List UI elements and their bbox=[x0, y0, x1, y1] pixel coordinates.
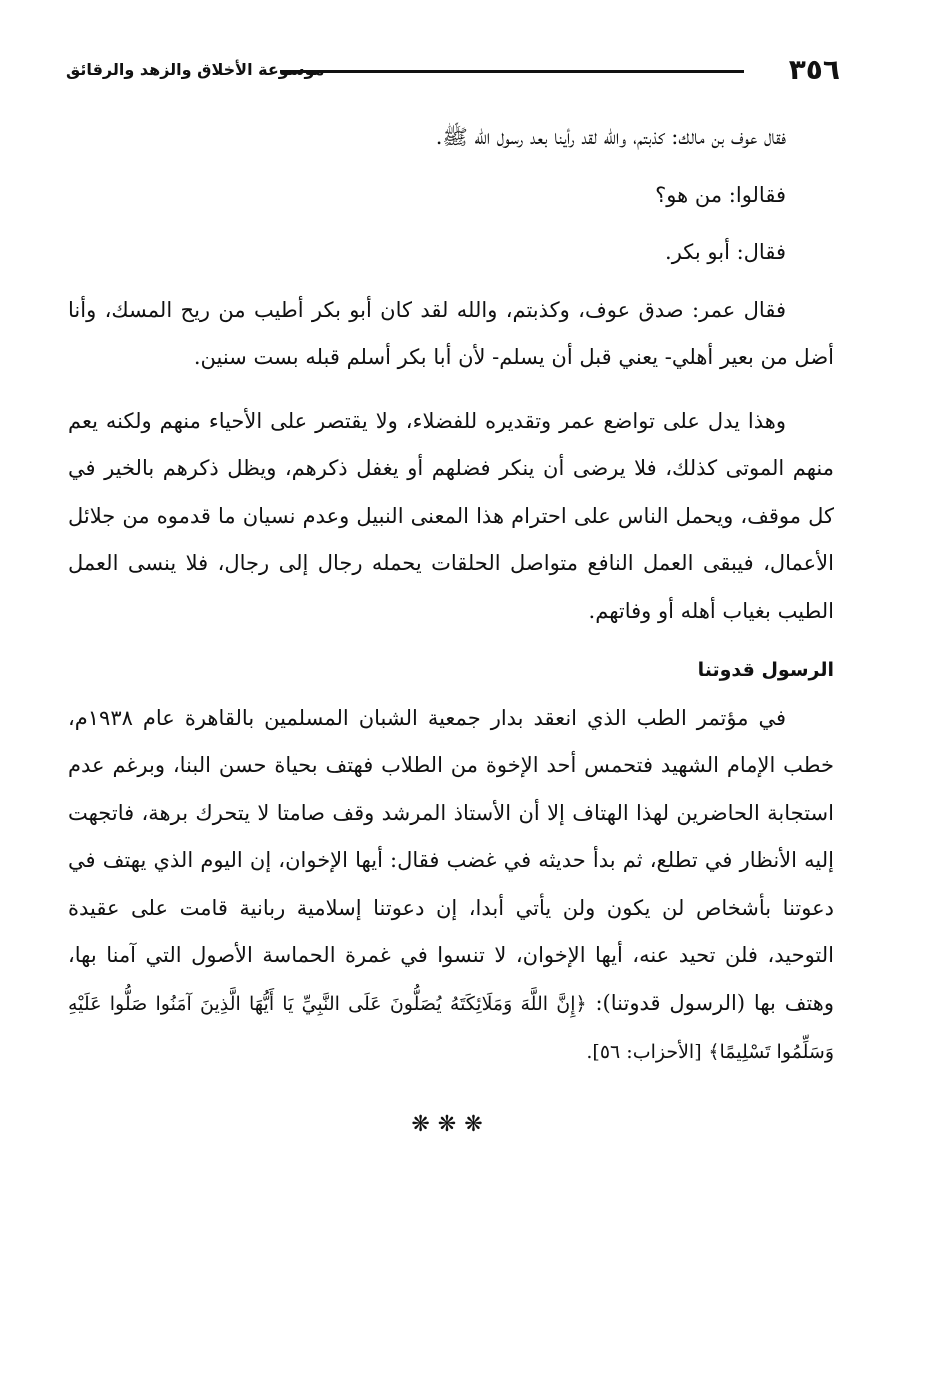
header-rule bbox=[280, 70, 744, 73]
section-heading: الرسول قدوتنا bbox=[697, 659, 834, 681]
paragraph-1: فقال عمر: صدق عوف، وكذبتم، والله لقد كان أبو بكر أطيب من ريح المسك، وأنا أضل من بعير أهلي- يعني قبل أن يسلم- لأن أبا بكر أسلم قبله بست سنين. bbox=[68, 297, 834, 369]
text-line-3: فقال: أبو بكر. bbox=[665, 240, 786, 264]
page-body bbox=[68, 114, 834, 1148]
section-separator: ❋❋❋ bbox=[411, 1111, 491, 1137]
paragraph-3 bbox=[68, 695, 834, 1077]
text-line-1: فقال عوف بن مالك: كذبتم، والله لقد رأينا بعد رسول الله ﷺ. bbox=[435, 125, 786, 149]
page-number: ٣٥٦ bbox=[788, 53, 840, 86]
quran-verse: ﴿إِنَّ اللَّهَ وَمَلَائِكَتَهُ يُصَلُّونَ عَلَى النَّبِيِّ يَا أَيُّهَا الَّذِينَ آمَنُوا صَلُّوا عَلَيْهِ وَسَلِّمُوا تَسْلِيمًا﴾ bbox=[68, 992, 834, 1063]
quran-reference: [الأحزاب: ٥٦]. bbox=[586, 1041, 702, 1063]
running-title: موسوعة الأخلاق والزهد والرقائق bbox=[66, 60, 325, 79]
paragraph-3-text: في مؤتمر الطب الذي انعقد بدار جمعية الشبان المسلمين بالقاهرة عام ١٩٣٨م، خطب الإمام الشهيد فتحمس أحد الإخوة من الطلاب فهتف بحياة حسن البنا، وبرغم عدم استجابة الحاضرين لهذا الهتاف إلا أن الأستاذ المرشد وقف صامتا لا يتحرك برهة، فاتجهت إليه الأنظار في تطلع، ثم بدأ حديثه في غضب فقال: أيها الإخوان، إن اليوم الذي يهتف في دعوتنا بأشخاص لن يكون ولن يأتي أبدا، إن دعوتنا إسلامية ربانية قامت على عقيدة التوحيد، فلن تحيد عنه، أيها الإخوان، لا تنسوا في غمرة الحماسة الأصول التي آمنا بها، وهتف بها (الرسول قدوتنا): bbox=[68, 705, 834, 1015]
page-header bbox=[66, 54, 840, 90]
text-line-2: فقالوا: من هو؟ bbox=[655, 182, 786, 207]
paragraph-2: وهذا يدل على تواضع عمر وتقديره للفضلاء، ولا يقتصر على الأحياء منهم ولكنه يعم منهم الموتى كذلك، فلا يرضى أن ينكر فضلهم أو يغفل ذكرهم، ويظل ذكرهم بالخير في كل موقف، ويحمل الناس على احترام هذا المعنى النبيل وعدم نسيان ما قدموه من جلائل الأعمال، فيبقى العمل النافع متواصل الحلقات يحمله رجال إلى رجال، فلا ينسى العمل الطيب بغياب أهله أو وفاتهم. bbox=[68, 408, 834, 623]
